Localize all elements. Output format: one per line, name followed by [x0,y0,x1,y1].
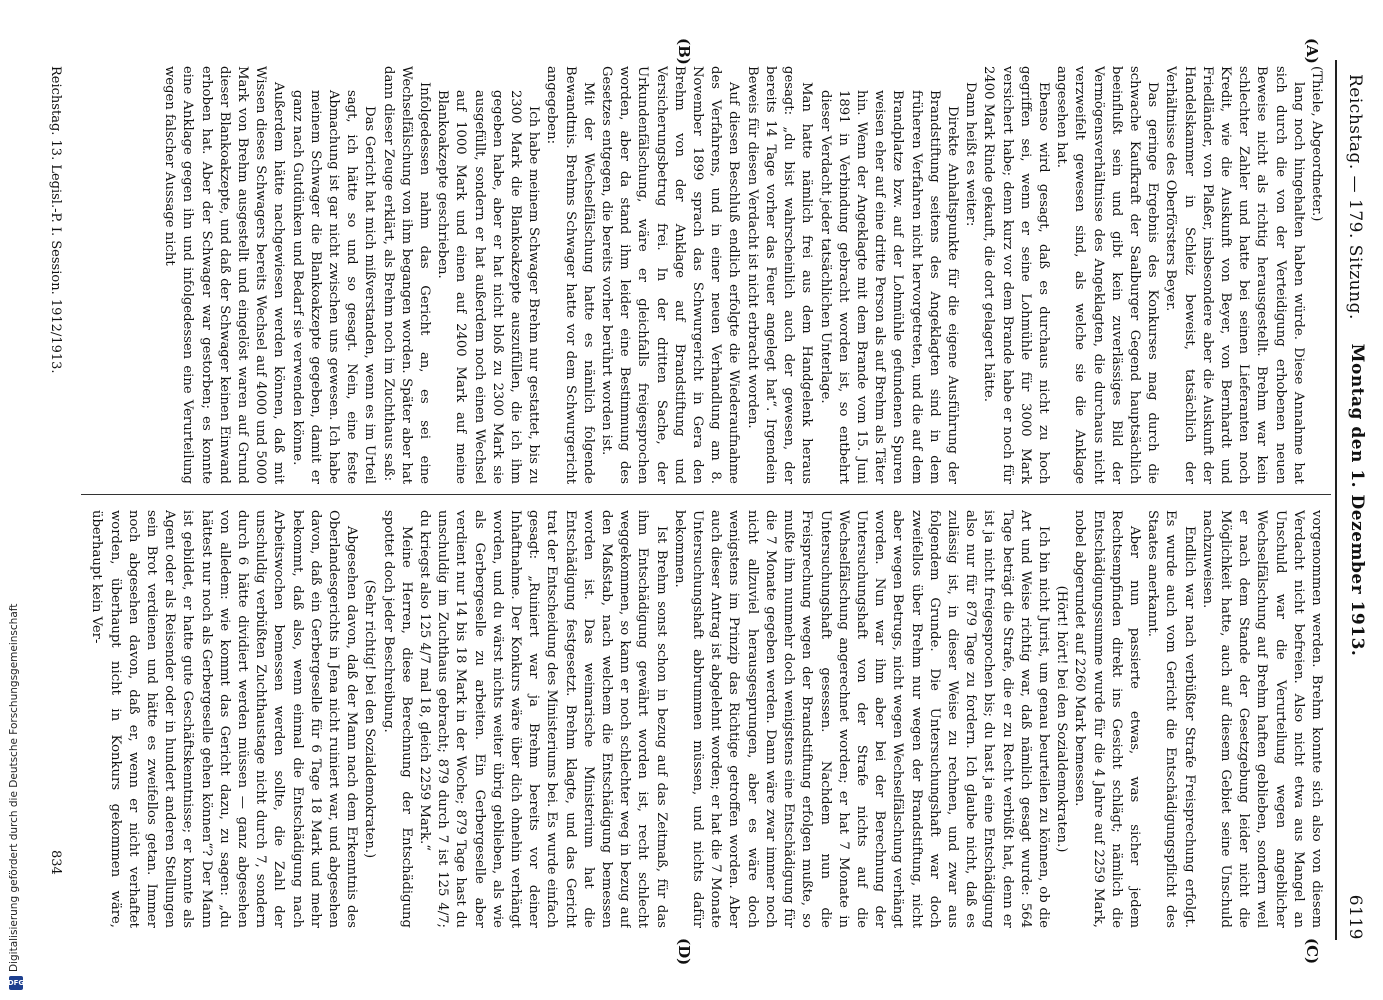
paragraph: (Sehr richtig! bei den Sozialdemokraten.) [362,579,378,859]
paragraph: Außerdem hätte nachgewiesen werden können, daß mit Wissen dieses Schwagers bereits Wechsel auf 4000 und 5000 Mark von Brehm ausgestellt und eingelöst waren auf Grund dieser Blankoakzepte, und daß der Schwager keinen Einwand erhoben hat. Aber der Schwager war gestorben; es konnte eine Anklage gegen ihn und infolgedessen eine Verurteilung wegen falscher Aussage nicht [162,66,287,484]
footer-sheet-number: 834 [48,850,63,875]
paragraph: Meine Herren, diese Berechnung der Entschädigung spottet doch jeder Beschreibung. [380,510,414,928]
header-rule [1335,60,1337,940]
paragraph: Mit der Wechselfälschung hatte es nämlich folgende Bewandtnis. Brehms Schwager hatte vor dem Schwurgericht angegeben: [544,66,596,484]
digitization-credit [8,300,24,990]
paragraph: Aber nun passierte etwas, was sicher jedem Rechtsempfinden direkt ins Gesicht schlägt; nämlich die Entschädigungssumme wurde für die 4 Jahre auf 2259 Mark, nobel abgerundet auf 2260 Mark bemessen. [1072,510,1142,928]
header-date: Montag den 1. Dezember 1913. [1347,343,1367,657]
left-column [85,66,1325,484]
paragraph: Dann heißt es weiter: [963,82,979,227]
paragraph: Man hatte nämlich frei aus dem Handgelenk heraus gesagt: „du bist wahrscheinlich auch der gewesen, der bereits 14 Tage vorher das Feuer angelegt hat“. Irgendein Beweis für diesen Verdacht ist nicht erbracht worden. [744,66,815,484]
paragraph: (Thiele, Abgeordneter.) [1309,66,1324,222]
paragraph: Ich habe meinem Schwager Brehm nur gestattet, bis zu 2300 Mark die Blankoakzepte auszufüllen, die ich ihm gegeben habe, aber er hat nicht bloß zu 2300 Mark sie ausgefüllt, sondern er hat außerdem noch einen Wechsel auf 1000 Mark und einen auf 2400 Mark auf meine Blankoakzepte geschrieben. [435,90,542,484]
paragraph: vorgenommen werden. Brehm konnte sich also von diesem Verdacht nicht befreien. Also nicht etwa aus Mangel an Unschuld war die Verurteilung wegen angeblicher Wechselfälschung auf Brehm haften geblieben, sondern weil er nach dem Stande der Gesetzgebung leider nicht die Möglichkeit hatte, auch auf diesem Gebiet seine Unschuld nachzuweisen. [1199,510,1324,928]
column-rule [81,494,1331,495]
paragraph: Ich bin nicht Jurist, um genau beurteilen zu können, ob die Art und Weise richtig war, daß nämlich gesagt wurde: 564 Tage beträgt die Strafe, die er zu Recht verbüßt hat, denn er ist ja nicht freigesprochen bis; du hast ja eine Entschädigung also nur für 879 Tage zu fordern. Ich glaube nicht, daß es zulässig ist, in dieser Weise zu rechnen, und zwar aus folgendem Grunde. Die Untersuchungshaft war doch zweifellos über Brehm nur wegen der Brandstiftung, nicht aber wegen Betrugs, nicht wegen Wechselfälschung verhängt worden. Nun war ihm aber bei der Berechnung der Untersuchungshaft von der Strafe nichts auf die Wechselfälschung angerechnet worden; er hat 7 Monate in Untersuchungshaft gesessen. Nachdem nun die Freisprechung wegen der Brandstiftung erfolgen mußte, so mußte ihm nunmehr doch wenigstens eine Entschädigung für die 7 Monate gegeben werden. Dann wäre zwar immer noch nicht allzuviel herausgesprungen, aber es wäre doch wenigstens im Prinzip das Richtige getroffen worden. Aber auch dieser Antrag ist abgelehnt worden; er hat die 7 Monate Untersuchungshaft abbrummen müssen, und nichts dafür bekommen. [671,510,1051,928]
paragraph: lang noch hingehalten haben würde. Diese Annahme hat sich durch die von der Verteidigung erhobenen neuen Beweise nicht als richtig herausgestellt. Brehm war kein schlechter Zahler und hatte bei seinen Lieferanten noch Kredit, wie die Auskunft von Beyer, von Bernhardt und Friedländer, von Plaßer, insbesondere aber die Auskunft der Handelskammer in Schleiz beweist, tatsächlich der Verhältnisse des Oberförsters Beyer. [1163,66,1306,484]
paragraph: Ist Brehm sonst schon in bezug auf das Zeitmaß, für das ihm Entschädigung gewährt worden ist, recht schlecht weggekommen, so kann er noch schlechter weg in bezug auf den Maßstab, nach welchem die Entschädigung bemessen worden ist. Das weimarische Ministerium hat die Entschädigung festgesetzt. Brehm klagte, und das Gericht trat der Entscheidung des Ministeriums bei. Es wurde einfach gesagt: „Ruiniert war ja Brehm bereits vor deiner Inhaftnahme. Der Konkurs wäre über dich ohnehin verhängt worden, und du wärst nichts weiter übrig geblieben, als wie als Gerbergeselle zu arbeiten. Ein Gerbergeselle aber verdient nur 14 bis 18 Mark in der Woche; 879 Tage hast du unschuldig im Zuchthaus gebracht; 879 durch 7 ist 125 4/7; du kriegst also 125 4/7 mal 18, gleich 2259 Mark.“ [417,510,669,928]
paragraph: Das Gericht hat mich mißverstanden, wenn es im Urteil sagt, ich hätte so und so gesagt. Nein, eine feste Abmachung ist gar nicht zwischen uns gewesen. Ich habe meinem Schwager die Blankoakzepte gegeben, damit er ganz nach Gutdünken und Bedarf sie verwenden könne. [289,90,378,484]
margin-letter-d: (D) [675,938,693,966]
margin-letter-a: (A) [1303,38,1321,64]
paragraph: Abgesehen davon, daß der Mann nach dem Erkenntnis des Oberlandesgerichts in Jena nicht ruiniert war, und abgesehen davon, daß ein Gerbergeselle für 6 Tage 18 Mark und mehr bekommt, daß also, wenn einmal die Entschädigung nach Arbeitswochen bemessen werden sollte, die Zahl der unschuldig verbüßten Zuchthaustage nicht durch 7, sondern durch 6 hätte dividiert werden müssen — ganz abgesehen von alledem: wie kommt das Gericht dazu, zu sagen: „du hättest nur noch als Gerbergeselle gehen können“? Der Mann ist gebildet, er hatte gute Geschäftskenntnisse; er konnte als Agent oder als Reisender oder in hundert anderen Stellungen sein Brot verdienen und hätte es zweifellos getan. Immer noch abgesehen davon, daß er, wenn er nicht verhaftet worden, überhaupt nicht in Konkurs gekommen wäre, überhaupt kein Ver- [89,510,360,928]
paragraph: Infolgedessen nahm das Gericht an, es sei eine Wechselfälschung von ihm begangen worden. Später aber hat dann dieser Zeuge erklärt, als Brehm noch im Zuchthaus saß: [380,66,433,484]
footer-session: Reichstag. 13. Legisl.-P. I. Session. 1912/1913. [48,66,63,374]
paragraph: Das geringe Ergebnis des Konkurses mag durch die schwache Kaufkraft der Saalburger Gegend hauptsächlich beeinflußt sein und gibt kein zuverlässiges Bild der Vermögensverhältnisse des Angeklagten, die durchaus nicht verzweifelt gewesen sind, als welche sie die Anklage angesehen hat. [1054,66,1161,484]
paragraph: Endlich war nach verbüßter Strafe Freisprechung erfolgt. Es wurde auch vom Gericht die Entschädigungspflicht des Staates anerkannt. [1145,510,1197,928]
credit-text: Digitalisierung gefördert durch die Deutsche Forschungsgemeinschaft [8,603,20,972]
paragraph: Direkte Anhaltspunkte für die eigene Ausführung der Brandstiftung seitens des Angeklagten sind in dem früheren Verfahren nicht hervorgetreten, und die auf dem Brandplatze bzw. auf der Lohmühle gefundenen Spuren weisen eher auf eine dritte Person als auf Brehm als Täter hin. Wenn der Angeklagte mit dem Brande vom 15. Juni 1891 in Verbindung gebracht worden ist, so entbehrt dieser Verdacht jeder tatsächlichen Unterlage. [817,90,960,484]
dfg-logo: DFG [9,976,23,990]
page-header [1341,60,1369,940]
margin-letter-b: (B) [675,38,693,65]
header-left: Reichstag. — 179. Sitzung. [1345,74,1365,320]
right-column [85,510,1325,928]
paragraph: Auf diesen Beschluß endlich erfolgte die Wiederaufnahme des Verfahrens, und in einer neuen Verhandlung am 8. November 1899 sprach das Schwurgericht in Gera den Brehm von der Anklage auf Brandstiftung und Versicherungsbetrug frei. In der dritten Sache, der Urkundenfälschung, wäre er gleichfalls freigesprochen worden, aber da stand ihm leider eine Bestimmung des Gesetzes entgegen, die bereits vorher berührt worden ist. [599,66,742,484]
margin-letter-c: (C) [1303,938,1321,965]
page-number: 6119 [1345,894,1365,940]
paragraph: Ebenso wird gesagt, daß es durchaus nicht zu hoch gegriffen sei, wenn er seine Lohmühle für 3000 Mark versichert habe; denn kurz vor dem Brande habe er noch für 2400 Mark Rinde gekauft, die dort gelagert hätte. [981,66,1051,484]
paragraph: (Hört! hört! bei den Sozialdemokraten.) [1054,585,1070,853]
